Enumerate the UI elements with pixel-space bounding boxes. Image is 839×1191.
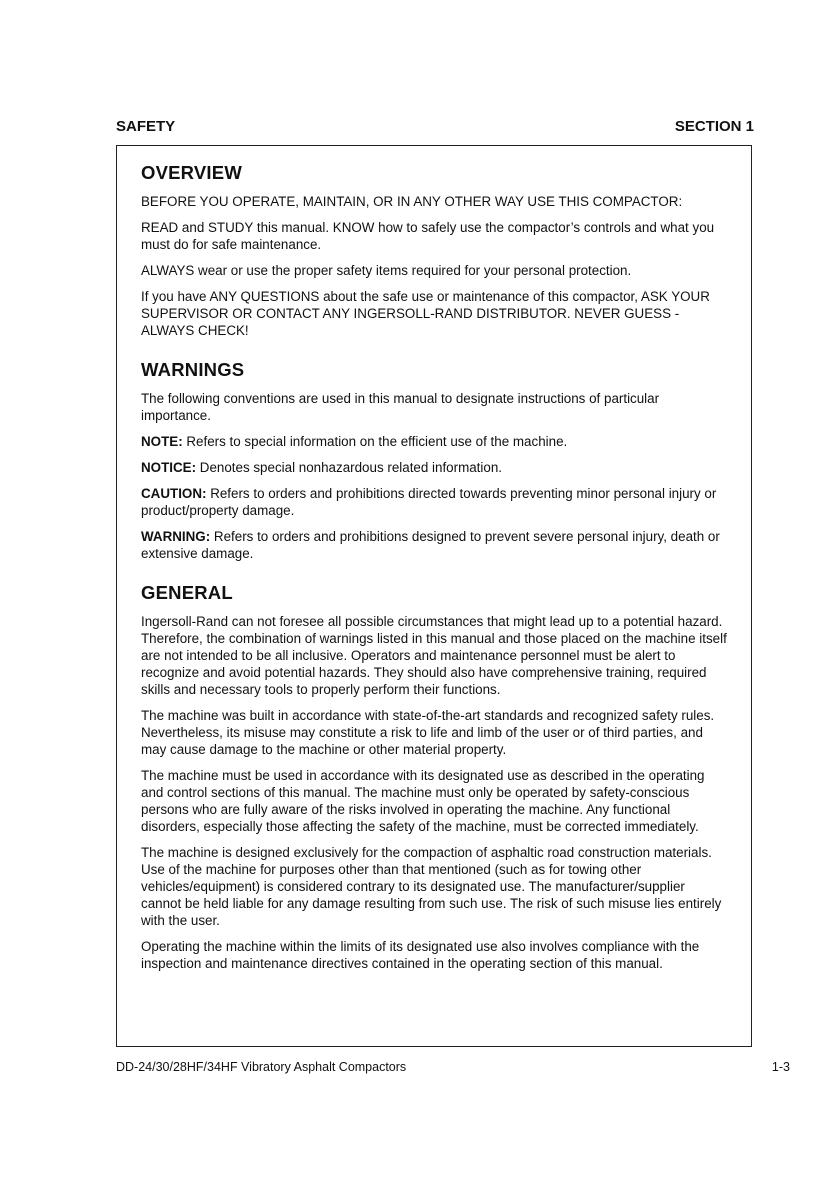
warnings-title: WARNINGS	[141, 359, 245, 380]
general-paragraph: The machine must be used in accordance with its designated use as described in the operating and control sections of this manual. The machine must only be operated by safety-conscious persons who are fully aware of the risks involved in operating the machine. Any functional disorders, especially those affecting the safety of the machine, must be corrected immediately.	[141, 768, 705, 834]
overview-paragraph: READ and STUDY this manual. KNOW how to safely use the compactor’s controls and what you must do for safe maintenance.	[141, 220, 715, 252]
note-definition	[141, 433, 727, 450]
overview-title: OVERVIEW	[141, 162, 242, 183]
caution-text: Refers to orders and prohibitions directed towards preventing minor personal injury or product/property damage.	[141, 486, 717, 518]
safety-content-box	[116, 145, 752, 1047]
notice-label: NOTICE:	[141, 460, 197, 475]
header-section-number: SECTION 1	[674, 118, 754, 135]
warning-text: Refers to orders and prohibitions designed to prevent severe personal injury, death or extensive damage.	[141, 529, 720, 561]
page-header	[116, 118, 754, 135]
notice-text: Denotes special nonhazardous related information.	[196, 460, 502, 475]
note-text: Refers to special information on the efficient use of the machine.	[182, 434, 568, 449]
overview-paragraph: ALWAYS wear or use the proper safety items required for your personal protection.	[141, 263, 632, 278]
footer-manual-title: DD-24/30/28HF/34HF Vibratory Asphalt Compactors	[116, 1060, 407, 1074]
warning-label: WARNING:	[141, 529, 211, 544]
general-paragraph: The machine is designed exclusively for the compaction of asphaltic road construction materials. Use of the machine for purposes other than that mentioned (such as for towing other vehicles/equipment) is considered contrary to its designated use. The manufacturer/supplier cannot be held liable for any damage resulting from such use. The risk of such misuse lies entirely with the user.	[141, 845, 722, 928]
general-paragraph: The machine was built in accordance with state-of-the-art standards and recognized safety rules. Nevertheless, its misuse may constitute a risk to life and limb of the user or of third parties, and may cause damage to the machine or other material property.	[141, 708, 715, 757]
header-section-name: SAFETY	[116, 118, 176, 135]
warnings-section	[141, 359, 727, 562]
overview-section	[141, 162, 727, 339]
caution-label: CAUTION:	[141, 486, 207, 501]
footer-page-number: 1-3	[771, 1060, 790, 1074]
caution-definition	[141, 485, 727, 519]
page-footer	[116, 1060, 790, 1074]
overview-paragraph: If you have ANY QUESTIONS about the safe use or maintenance of this compactor, ASK YOUR SUPERVISOR OR CONTACT ANY INGERSOLL-RAND DISTRIBUTOR. NEVER GUESS - ALWAYS CHECK!	[141, 289, 710, 338]
general-section	[141, 582, 727, 972]
warning-definition	[141, 528, 727, 562]
notice-definition	[141, 459, 727, 476]
general-title: GENERAL	[141, 582, 233, 603]
overview-paragraph: BEFORE YOU OPERATE, MAINTAIN, OR IN ANY OTHER WAY USE THIS COMPACTOR:	[141, 194, 683, 209]
general-paragraph: Ingersoll-Rand can not foresee all possible circumstances that might lead up to a potential hazard. Therefore, the combination of warnings listed in this manual and those placed on the machine itself are not intended to be all inclusive. Operators and maintenance personnel must be alert to recognize and avoid potential hazards. They should also have comprehensive training, required skills and necessary tools to properly perform their functions.	[141, 614, 727, 697]
general-paragraph: Operating the machine within the limits of its designated use also involves compliance with the inspection and maintenance directives contained in the operating section of this manual.	[141, 939, 700, 971]
warnings-intro: The following conventions are used in this manual to designate instructions of particular importance.	[141, 391, 660, 423]
note-label: NOTE:	[141, 434, 183, 449]
